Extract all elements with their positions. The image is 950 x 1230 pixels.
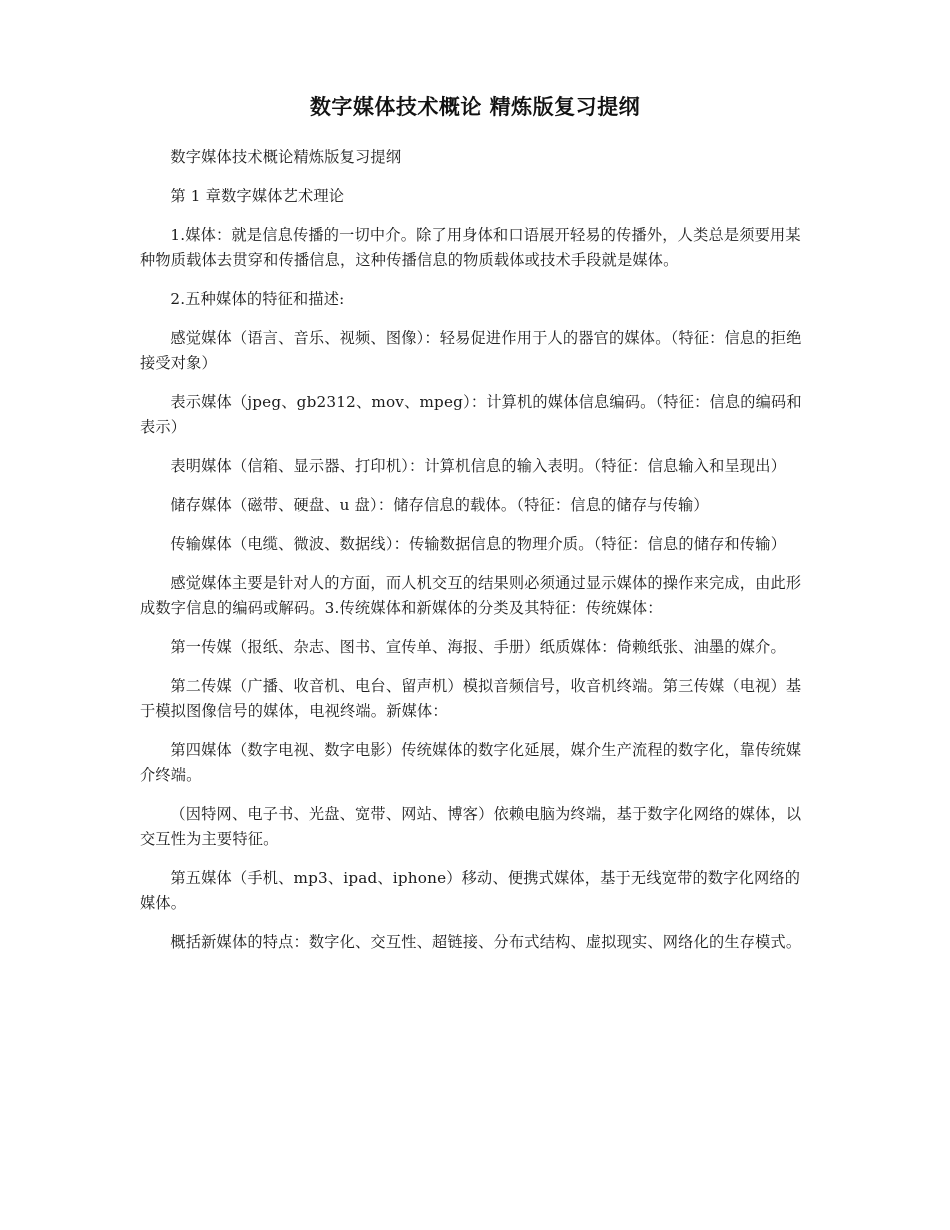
paragraph-representation-media: 表示媒体（jpeg、gb2312、mov、mpeg）：计算机的媒体信息编码。（特征：信息的编码和表示）	[140, 393, 802, 436]
paragraph-second-third-media: 第二传媒（广播、收音机、电台、留声机）模拟音频信号，收音机终端。第三传媒（电视）基于模拟图像信号的媒体，电视终端。新媒体：	[140, 677, 802, 720]
paragraph-transmission-media: 传输媒体（电缆、微波、数据线）：传输数据信息的物理介质。（特征：信息的储存和传输）	[170, 535, 787, 553]
paragraph-five-media-heading: 2.五种媒体的特征和描述:	[170, 290, 345, 308]
paragraph-display-media: 表明媒体（信箱、显示器、打印机）：计算机信息的输入表明。（特征：信息输入和呈现出）	[170, 457, 787, 475]
paragraph-subtitle: 数字媒体技术概论精炼版复习提纲	[170, 148, 402, 166]
document-body	[140, 145, 812, 969]
paragraph-first-media: 第一传媒（报纸、杂志、图书、宣传单、海报、手册）纸质媒体：倚赖纸张、油墨的媒介。	[170, 638, 786, 656]
paragraph-fourth-media: 第四媒体（数字电视、数字电影）传统媒体的数字化延展，媒介生产流程的数字化，靠传统媒介终端。	[140, 741, 802, 784]
paragraph-fifth-media: 第五媒体（手机、mp3、ipad、iphone）移动、便携式媒体，基于无线宽带的数字化网络的媒体。	[140, 869, 801, 912]
document-title: 数字媒体技术概论 精炼版复习提纲	[309, 95, 641, 119]
paragraph-media-definition: 1.媒体：就是信息传播的一切中介。除了用身体和口语展开轻易的传播外，人类总是须要用某种物质载体去贯穿和传播信息，这种传播信息的物质载体或技术手段就是媒体。	[140, 226, 801, 269]
paragraph-traditional-media-intro: 感觉媒体主要是针对人的方面，而人机交互的结果则必须通过显示媒体的操作来完成，由此形成数字信息的编码或解码。3.传统媒体和新媒体的分类及其特征：传统媒体：	[140, 574, 802, 617]
paragraph-internet-media: （因特网、电子书、光盘、宽带、网站、博客）依赖电脑为终端，基于数字化网络的媒体，以交互性为主要特征。	[140, 805, 802, 848]
paragraph-storage-media: 储存媒体（磁带、硬盘、u 盘）：储存信息的载体。（特征：信息的储存与传输）	[170, 496, 709, 514]
paragraph-perception-media: 感觉媒体（语言、音乐、视频、图像）：轻易促进作用于人的器官的媒体。（特征：信息的拒绝接受对象）	[140, 329, 802, 372]
paragraph-new-media-features: 概括新媒体的特点：数字化、交互性、超链接、分布式结构、虚拟现实、网络化的生存模式。	[170, 933, 802, 951]
paragraph-chapter-heading: 第 1 章数字媒体艺术理论	[170, 187, 345, 205]
